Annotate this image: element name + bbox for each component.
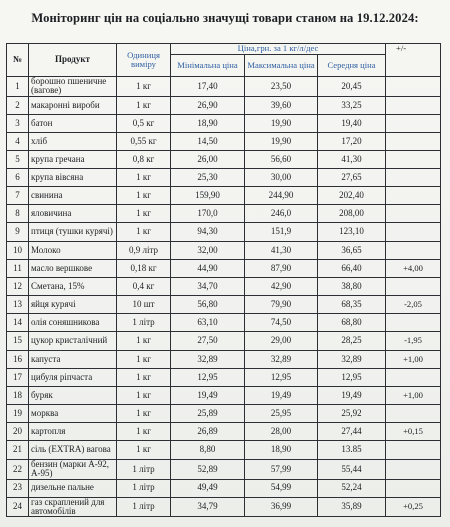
max-price: 36,99 xyxy=(245,497,318,517)
min-price: 56,80 xyxy=(171,295,245,313)
min-price: 27,50 xyxy=(171,331,245,350)
min-price: 32,89 xyxy=(171,350,245,368)
unit-of-measure: 1 літр xyxy=(117,497,171,517)
price-change xyxy=(386,479,441,497)
avg-price: 25,92 xyxy=(318,404,386,422)
table-row xyxy=(7,96,441,114)
price-change: -2,05 xyxy=(386,295,441,313)
row-number: 19 xyxy=(7,404,29,422)
unit-of-measure: 1 кг xyxy=(117,168,171,186)
row-number: 5 xyxy=(7,150,29,168)
unit-of-measure: 1 кг xyxy=(117,186,171,204)
price-change xyxy=(386,459,441,479)
unit-of-measure: 0,4 кг xyxy=(117,277,171,295)
price-change xyxy=(386,77,441,97)
avg-price: 38,80 xyxy=(318,277,386,295)
price-change xyxy=(386,222,441,241)
avg-price: 27,65 xyxy=(318,168,386,186)
product-name: яловичина xyxy=(29,204,117,222)
price-change xyxy=(386,241,441,259)
table-row xyxy=(7,459,441,479)
row-number: 2 xyxy=(7,96,29,114)
max-price: 151,9 xyxy=(245,222,318,241)
avg-price: 28,25 xyxy=(318,331,386,350)
price-change xyxy=(386,150,441,168)
product-name: цибуля ріпчаста xyxy=(29,368,117,386)
row-number: 15 xyxy=(7,331,29,350)
min-price: 32,00 xyxy=(171,241,245,259)
min-price: 26,00 xyxy=(171,150,245,168)
product-name: хліб xyxy=(29,132,117,150)
price-change: +1,00 xyxy=(386,386,441,404)
min-price: 44,90 xyxy=(171,259,245,277)
header-diff: +/- xyxy=(386,44,441,77)
table-row xyxy=(7,440,441,459)
product-name: сіль (EXTRA) вагова xyxy=(29,440,117,459)
avg-price: 36,65 xyxy=(318,241,386,259)
row-number: 10 xyxy=(7,241,29,259)
max-price: 42,90 xyxy=(245,277,318,295)
price-change xyxy=(386,96,441,114)
max-price: 19,90 xyxy=(245,114,318,132)
row-number: 18 xyxy=(7,386,29,404)
row-number: 17 xyxy=(7,368,29,386)
max-price: 54,99 xyxy=(245,479,318,497)
product-name: свинина xyxy=(29,186,117,204)
max-price: 246,0 xyxy=(245,204,318,222)
row-number: 16 xyxy=(7,350,29,368)
product-name: дизельне пальне xyxy=(29,479,117,497)
row-number: 23 xyxy=(7,479,29,497)
header-min: Мінімальна ціна xyxy=(171,55,245,77)
product-name: Сметана, 15% xyxy=(29,277,117,295)
table-row xyxy=(7,479,441,497)
product-name: макаронні вироби xyxy=(29,96,117,114)
product-name: олія соняшникова xyxy=(29,313,117,331)
table-row xyxy=(7,132,441,150)
avg-price: 19,49 xyxy=(318,386,386,404)
row-number: 12 xyxy=(7,277,29,295)
row-number: 21 xyxy=(7,440,29,459)
row-number: 8 xyxy=(7,204,29,222)
unit-of-measure: 1 кг xyxy=(117,96,171,114)
avg-price: 17,20 xyxy=(318,132,386,150)
product-name: бензин (марки А-92, А-95) xyxy=(29,459,117,479)
product-name: яйця курячі xyxy=(29,295,117,313)
price-change xyxy=(386,277,441,295)
unit-of-measure: 1 літр xyxy=(117,313,171,331)
unit-of-measure: 1 кг xyxy=(117,368,171,386)
product-name: борошно пшеничне (вагове) xyxy=(29,77,117,97)
min-price: 18,90 xyxy=(171,114,245,132)
min-price: 12,95 xyxy=(171,368,245,386)
avg-price: 27,44 xyxy=(318,422,386,440)
price-change: -1,95 xyxy=(386,331,441,350)
table-row xyxy=(7,350,441,368)
table-row xyxy=(7,368,441,386)
unit-of-measure: 1 кг xyxy=(117,386,171,404)
row-number: 7 xyxy=(7,186,29,204)
row-number: 14 xyxy=(7,313,29,331)
row-number: 3 xyxy=(7,114,29,132)
row-number: 20 xyxy=(7,422,29,440)
table-row xyxy=(7,168,441,186)
avg-price: 52,24 xyxy=(318,479,386,497)
avg-price: 208,00 xyxy=(318,204,386,222)
min-price: 25,30 xyxy=(171,168,245,186)
unit-of-measure: 1 кг xyxy=(117,350,171,368)
max-price: 28,00 xyxy=(245,422,318,440)
product-name: Молоко xyxy=(29,241,117,259)
product-name: капуста xyxy=(29,350,117,368)
unit-of-measure: 1 кг xyxy=(117,204,171,222)
max-price: 30,00 xyxy=(245,168,318,186)
max-price: 56,60 xyxy=(245,150,318,168)
table-row xyxy=(7,241,441,259)
avg-price: 19,40 xyxy=(318,114,386,132)
max-price: 18,90 xyxy=(245,440,318,459)
product-name: газ скраплений для автомобілів xyxy=(29,497,117,517)
avg-price: 32,89 xyxy=(318,350,386,368)
avg-price: 13.85 xyxy=(318,440,386,459)
unit-of-measure: 0,8 кг xyxy=(117,150,171,168)
min-price: 52,89 xyxy=(171,459,245,479)
header-price-group: Ціна,грн. за 1 кг/л/дес xyxy=(171,44,386,55)
table-body xyxy=(7,77,441,517)
table-row xyxy=(7,386,441,404)
max-price: 74,50 xyxy=(245,313,318,331)
avg-price: 35,89 xyxy=(318,497,386,517)
max-price: 25,95 xyxy=(245,404,318,422)
min-price: 63,10 xyxy=(171,313,245,331)
max-price: 244,90 xyxy=(245,186,318,204)
row-number: 24 xyxy=(7,497,29,517)
row-number: 1 xyxy=(7,77,29,97)
table-row xyxy=(7,331,441,350)
product-name: крупа гречана xyxy=(29,150,117,168)
max-price: 41,30 xyxy=(245,241,318,259)
min-price: 34,79 xyxy=(171,497,245,517)
price-table xyxy=(6,43,441,517)
table-row xyxy=(7,150,441,168)
min-price: 94,30 xyxy=(171,222,245,241)
row-number: 6 xyxy=(7,168,29,186)
avg-price: 33,25 xyxy=(318,96,386,114)
document-title: Моніторинг цін на соціально значущі товари станом на 19.12.2024: xyxy=(31,11,419,25)
table-row xyxy=(7,186,441,204)
avg-price: 68,80 xyxy=(318,313,386,331)
min-price: 25,89 xyxy=(171,404,245,422)
product-name: морква xyxy=(29,404,117,422)
table-row xyxy=(7,77,441,97)
product-name: крупа вівсяна xyxy=(29,168,117,186)
max-price: 57,99 xyxy=(245,459,318,479)
unit-of-measure: 0,5 кг xyxy=(117,114,171,132)
unit-of-measure: 1 кг xyxy=(117,440,171,459)
unit-of-measure: 1 кг xyxy=(117,404,171,422)
header-num: № xyxy=(7,44,29,77)
price-change xyxy=(386,440,441,459)
header-max: Максимальна ціна xyxy=(245,55,318,77)
unit-of-measure: 1 кг xyxy=(117,331,171,350)
max-price: 39,60 xyxy=(245,96,318,114)
max-price: 79,90 xyxy=(245,295,318,313)
row-number: 9 xyxy=(7,222,29,241)
table-row xyxy=(7,277,441,295)
min-price: 8,80 xyxy=(171,440,245,459)
price-change xyxy=(386,404,441,422)
max-price: 23,50 xyxy=(245,77,318,97)
product-name: батон xyxy=(29,114,117,132)
min-price: 14,50 xyxy=(171,132,245,150)
unit-of-measure: 0,18 кг xyxy=(117,259,171,277)
row-number: 22 xyxy=(7,459,29,479)
max-price: 12,95 xyxy=(245,368,318,386)
price-change xyxy=(386,204,441,222)
table-row xyxy=(7,114,441,132)
product-name: картопля xyxy=(29,422,117,440)
price-change xyxy=(386,132,441,150)
table-row xyxy=(7,313,441,331)
price-change xyxy=(386,168,441,186)
product-name: буряк xyxy=(29,386,117,404)
price-change xyxy=(386,186,441,204)
avg-price: 20,45 xyxy=(318,77,386,97)
unit-of-measure: 1 кг xyxy=(117,422,171,440)
max-price: 29,00 xyxy=(245,331,318,350)
product-name: масло вершкове xyxy=(29,259,117,277)
unit-of-measure: 1 кг xyxy=(117,77,171,97)
max-price: 32,89 xyxy=(245,350,318,368)
price-change xyxy=(386,313,441,331)
avg-price: 55,44 xyxy=(318,459,386,479)
unit-of-measure: 0,55 кг xyxy=(117,132,171,150)
row-number: 11 xyxy=(7,259,29,277)
min-price: 49,49 xyxy=(171,479,245,497)
avg-price: 41,30 xyxy=(318,150,386,168)
product-name: цукор кристалічний xyxy=(29,331,117,350)
min-price: 19,49 xyxy=(171,386,245,404)
price-change: +4,00 xyxy=(386,259,441,277)
min-price: 26,89 xyxy=(171,422,245,440)
price-change xyxy=(386,114,441,132)
min-price: 159,90 xyxy=(171,186,245,204)
max-price: 19,49 xyxy=(245,386,318,404)
avg-price: 202,40 xyxy=(318,186,386,204)
table-row xyxy=(7,222,441,241)
min-price: 170,0 xyxy=(171,204,245,222)
unit-of-measure: 1 літр xyxy=(117,459,171,479)
avg-price: 66,40 xyxy=(318,259,386,277)
price-change xyxy=(386,368,441,386)
unit-of-measure: 1 кг xyxy=(117,222,171,241)
table-row xyxy=(7,497,441,517)
min-price: 26,90 xyxy=(171,96,245,114)
header-unit: Одиниця виміру xyxy=(117,44,171,77)
header-avg: Середня ціна xyxy=(318,55,386,77)
price-change: +0,25 xyxy=(386,497,441,517)
table-row xyxy=(7,204,441,222)
table-row xyxy=(7,422,441,440)
min-price: 34,70 xyxy=(171,277,245,295)
table-row xyxy=(7,295,441,313)
price-change: +0,15 xyxy=(386,422,441,440)
row-number: 13 xyxy=(7,295,29,313)
min-price: 17,40 xyxy=(171,77,245,97)
table-row xyxy=(7,404,441,422)
product-name: птиця (тушки курячі) xyxy=(29,222,117,241)
header-product: Продукт xyxy=(29,44,117,77)
avg-price: 12,95 xyxy=(318,368,386,386)
max-price: 19,90 xyxy=(245,132,318,150)
avg-price: 123,10 xyxy=(318,222,386,241)
unit-of-measure: 1 літр xyxy=(117,479,171,497)
row-number: 4 xyxy=(7,132,29,150)
header-row-top xyxy=(7,44,441,55)
price-change: +1,00 xyxy=(386,350,441,368)
avg-price: 68,35 xyxy=(318,295,386,313)
unit-of-measure: 10 шт xyxy=(117,295,171,313)
unit-of-measure: 0,9 літр xyxy=(117,241,171,259)
table-row xyxy=(7,259,441,277)
max-price: 87,90 xyxy=(245,259,318,277)
